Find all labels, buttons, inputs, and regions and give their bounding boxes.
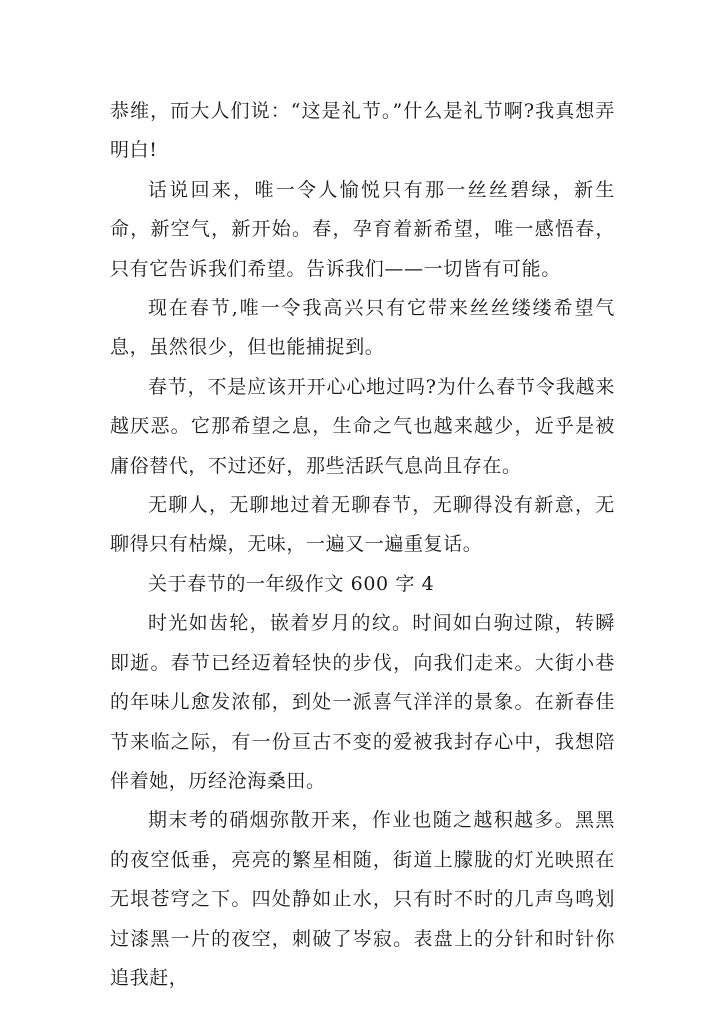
paragraph-6: 时光如齿轮，嵌着岁月的纹。时间如白驹过隙，转瞬即逝。春节已经迈着轻快的步伐，向我们走来。大街小巷的年味儿愈发浓郁，到处一派喜气洋洋的景象。在新春佳节来临之际，有一份亘古不变的爱被我封存心中，我想陪伴着她，历经沧海桑田。 [110,612,615,792]
paragraph-2: 话说回来，唯一令人愉悦只有那一丝丝碧绿，新生命，新空气，新开始。春，孕育着新希望，唯一感悟春，只有它告诉我们希望。告诉我们——一切皆有可能。 [110,178,615,280]
document-page [110,92,615,998]
paragraph-4: 春节，不是应该开开心心地过吗?为什么春节令我越来越厌恶。它那希望之息，生命之气也越来越少，近乎是被庸俗替代，不过还好，那些活跃气息尚且存在。 [110,375,615,477]
paragraph-5: 无聊人，无聊地过着无聊春节，无聊得没有新意，无聊得只有枯燥，无味，一遍又一遍重复话。 [110,494,615,556]
paragraph-1: 恭维，而大人们说：“这是礼节。”什么是礼节啊?我真想弄明白! [110,100,615,162]
paragraph-7: 期末考的硝烟弥散开来，作业也随之越积越多。黑黑的夜空低垂，亮亮的繁星相随，街道上朦胧的灯光映照在无垠苍穹之下。四处静如止水，只有时不时的几声鸟鸣划过漆黑一片的夜空，刺破了岑寂。表盘上的分针和时针你追我赶， [110,809,615,989]
paragraph-3: 现在春节,唯一令我高兴只有它带来丝丝缕缕希望气息，虽然很少，但也能捕捉到。 [110,297,615,359]
section-heading: 关于春节的一年级作文 600 字 4 [148,572,435,595]
